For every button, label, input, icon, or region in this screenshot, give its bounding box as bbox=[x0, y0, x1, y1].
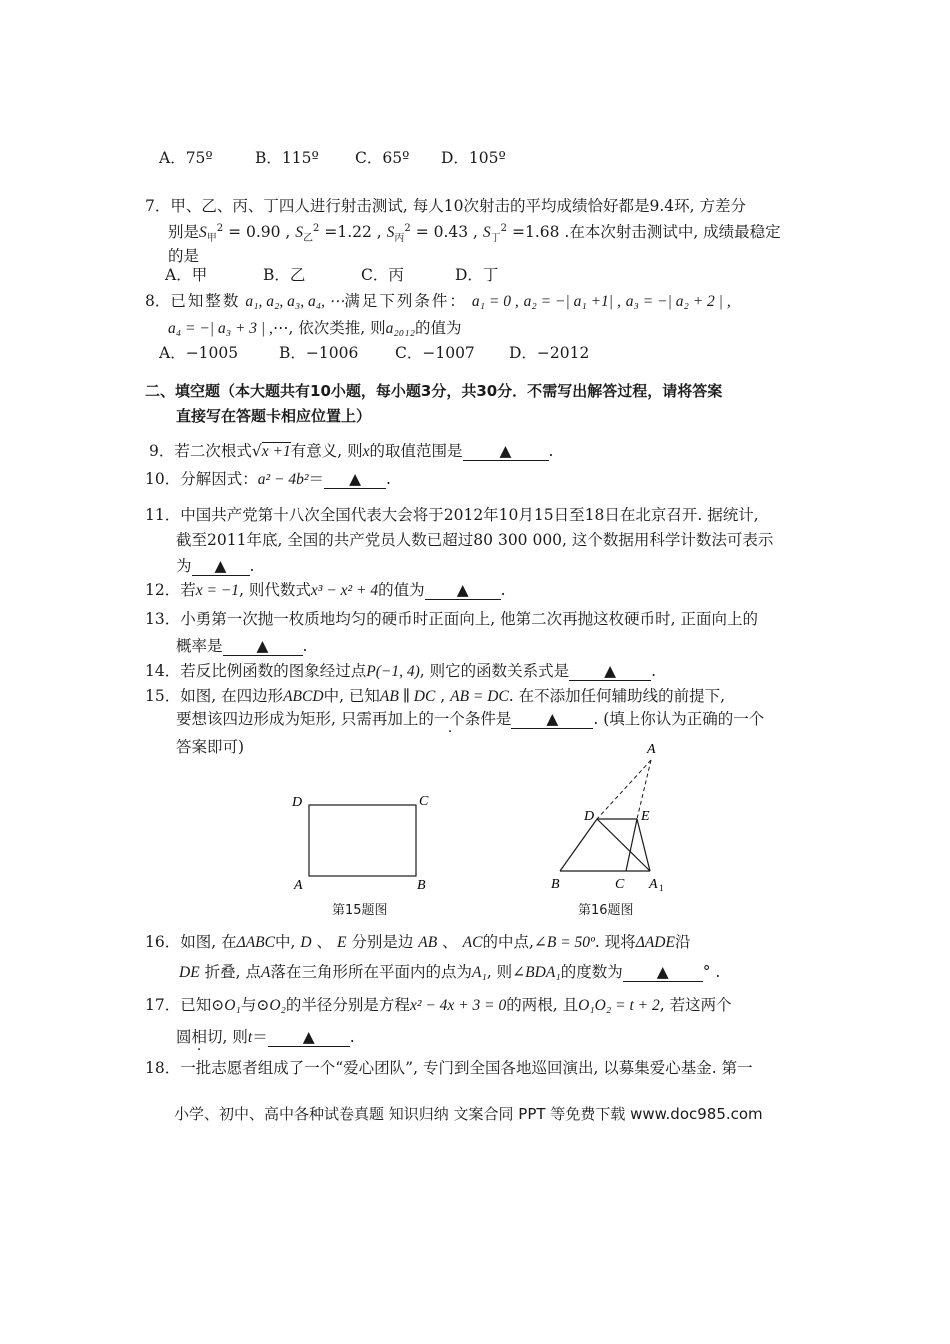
q16-ab: AB bbox=[418, 934, 438, 951]
q16-text1b: 中, bbox=[274, 933, 296, 951]
q15-line3: 答案即可) bbox=[176, 738, 245, 756]
q16-text2b: 折叠, 点 bbox=[204, 963, 261, 981]
q13-end: . bbox=[302, 637, 308, 655]
q10-answer-blank[interactable]: ▲ bbox=[324, 470, 386, 489]
q6-option-d: D．105º bbox=[441, 149, 506, 167]
q14-number: 14． bbox=[145, 662, 181, 680]
q10 bbox=[145, 469, 391, 490]
fig15-label-b: B bbox=[417, 878, 426, 893]
fig16-label-b: B bbox=[551, 877, 560, 892]
fig16-label-d: D bbox=[584, 809, 595, 824]
q12-number: 12． bbox=[145, 581, 181, 599]
q12-post: 的值为 bbox=[378, 581, 425, 599]
q9-post: 的取值范围是 bbox=[369, 442, 463, 460]
page-footer: 小学、初中、高中各种试卷真题 知识归纳 文案合同 PPT 等免费下载 www.doc985.com bbox=[174, 1105, 763, 1123]
q9-var: x bbox=[362, 443, 370, 460]
section2-title-line1: 二、填空题（本大题共有10小题，每小题3分，共30分．不需写出解答过程，请将答案 bbox=[145, 382, 723, 400]
q11-text3: 为 bbox=[176, 557, 192, 575]
variance-ding: S bbox=[482, 224, 491, 241]
q17-t: t bbox=[247, 1029, 253, 1046]
q8-cond4: a₄ = −| a₃ + 3 | , bbox=[168, 320, 273, 337]
q8-cond1: a₁ = 0 , bbox=[471, 293, 519, 310]
q7-number: 7． bbox=[145, 197, 171, 215]
q17-text1d: 的两根, 且 bbox=[506, 996, 579, 1014]
q8-line2 bbox=[168, 318, 461, 339]
q15-text1b: 中, 已知 bbox=[323, 687, 380, 705]
q14-end: . bbox=[651, 662, 657, 680]
q6-option-b: B．115º bbox=[255, 149, 319, 167]
q7-option-d: D．丁 bbox=[455, 266, 499, 284]
q12-pre: 若 bbox=[180, 581, 196, 599]
q8-sequence: a₁, a₂, a₃, a₄, ⋯ bbox=[245, 293, 345, 310]
q8-a2012: a₂₀₁₂ bbox=[385, 320, 415, 337]
q10-number: 10． bbox=[145, 470, 181, 488]
fig15-label-a: A bbox=[294, 878, 303, 893]
q8-text3: 的值为 bbox=[414, 319, 462, 337]
q9-end: . bbox=[548, 442, 554, 460]
q16-point-a: A bbox=[260, 964, 271, 981]
q17-circle2: ⊙O₂ bbox=[256, 997, 286, 1014]
segment-da1 bbox=[597, 819, 650, 871]
q17-text1a: 已知 bbox=[180, 996, 212, 1014]
q15-sep: , bbox=[435, 687, 446, 705]
q11-answer-blank[interactable]: ▲ bbox=[192, 557, 250, 576]
q12-end: . bbox=[500, 581, 506, 599]
q13-answer-blank[interactable]: ▲ bbox=[223, 637, 303, 656]
q6-option-c: C．65º bbox=[355, 149, 410, 167]
q12 bbox=[145, 580, 506, 601]
variance-yi: S bbox=[295, 224, 304, 241]
q16-ac: AC bbox=[462, 934, 483, 951]
q8-text2: ⋯, 依次类推, 则 bbox=[272, 319, 386, 337]
q8-options bbox=[159, 343, 589, 363]
q8-text1b: 满足下列条件： bbox=[344, 292, 467, 310]
fig15-label-c: C bbox=[419, 794, 429, 809]
q16-degree: ° bbox=[702, 963, 711, 981]
q16-a1: A₁ bbox=[471, 964, 487, 981]
q16-text1a: 如图, 在 bbox=[180, 933, 237, 951]
q9 bbox=[149, 441, 553, 462]
sq-bing: 2 bbox=[404, 222, 411, 234]
q14-point: P(−1, 4) bbox=[366, 663, 420, 680]
q8-cond2: a₂ = −| a₁ +1| , bbox=[523, 293, 621, 310]
q12-answer-blank[interactable]: ▲ bbox=[425, 581, 501, 600]
q7-text2b: 在本次射击测试中, 成绩最稳定 bbox=[569, 223, 781, 241]
q15-equal: AB = DC bbox=[450, 688, 509, 705]
q17-number: 17． bbox=[145, 996, 181, 1014]
q16-de: DE bbox=[179, 964, 200, 981]
q6-option-a: A．75º bbox=[159, 149, 213, 167]
segment-ec bbox=[626, 819, 637, 871]
q12-cond: x = −1 bbox=[195, 582, 240, 599]
sub-bing: 丙 bbox=[394, 233, 405, 245]
q17-end: . bbox=[349, 1028, 355, 1046]
q14-post: , 则它的函数关系式是 bbox=[419, 662, 570, 680]
q16-text1f: 的中点, bbox=[482, 933, 534, 951]
q7-option-a: A．甲 bbox=[165, 266, 208, 284]
q15-line1 bbox=[145, 686, 725, 707]
figure-15 bbox=[280, 785, 450, 895]
q16-text1e: 、 bbox=[442, 933, 458, 951]
fig15-label-d: D bbox=[292, 795, 303, 810]
fig16-caption: 第16题图 bbox=[578, 903, 634, 918]
fig16-label-a1: A bbox=[649, 877, 658, 892]
sqrt-sign: √ bbox=[251, 442, 262, 460]
q11-line2: 截至2011年底, 全国的共产党员人数已超过80 300 000, 这个数据用科学计数法可表示 bbox=[176, 531, 774, 549]
sq-yi: 2 bbox=[313, 222, 320, 234]
q17-text1e: , 若这两个 bbox=[659, 996, 732, 1014]
variance-bing: S bbox=[386, 224, 395, 241]
q16-number: 16． bbox=[145, 933, 181, 951]
q16-angle: ∠B = 50º bbox=[533, 934, 595, 951]
q17-circle1: ⊙O₁ bbox=[211, 997, 241, 1014]
q16-text1h: 沿 bbox=[674, 933, 691, 951]
sub-yi: 乙 bbox=[303, 233, 314, 245]
q9-mid: 有意义, 则 bbox=[290, 442, 363, 460]
q12-mid: , 则代数式 bbox=[239, 581, 311, 599]
q14 bbox=[145, 661, 656, 682]
q16-text1g: . 现将 bbox=[594, 933, 636, 951]
sub-jia: 甲 bbox=[206, 233, 217, 245]
q8-option-a: A．−1005 bbox=[159, 344, 239, 362]
q17-distance: O₁O₂ = t + 2 bbox=[578, 997, 660, 1014]
q16-triangle: ΔABC bbox=[236, 934, 275, 951]
q11-line1 bbox=[145, 505, 759, 525]
q9-answer-blank[interactable]: ▲ bbox=[463, 442, 549, 461]
q7-option-b: B．乙 bbox=[263, 266, 306, 284]
fig16-label-c: C bbox=[615, 877, 625, 892]
q16-angle2: ∠BDA₁ bbox=[512, 964, 561, 981]
variance-jia: S bbox=[199, 224, 207, 241]
segment-bd bbox=[560, 819, 597, 871]
q16-text2d: , 则 bbox=[486, 963, 513, 981]
q9-number: 9． bbox=[149, 442, 175, 460]
q8-number: 8． bbox=[145, 292, 171, 310]
val-ding: =1.68 . bbox=[507, 223, 570, 241]
q16-end: . bbox=[715, 963, 721, 981]
rectangle-abcd bbox=[309, 805, 416, 876]
q7-line2 bbox=[168, 222, 781, 243]
q15-text1c: . 在不添加任何辅助线的前提下, bbox=[508, 687, 726, 705]
q13-text1: 小勇第一次抛一枚质地均匀的硬币时正面向上, 他第二次再抛这枚硬币时, 正面向上的 bbox=[180, 610, 758, 628]
q10-pre: 分解因式： bbox=[180, 470, 258, 488]
q15-emphasis-one: 一个 bbox=[433, 710, 465, 728]
q11-line3 bbox=[176, 556, 254, 576]
q10-end: . bbox=[386, 470, 391, 488]
q17-answer-blank[interactable]: ▲ bbox=[268, 1028, 350, 1047]
q8-option-d: D．−2012 bbox=[509, 344, 590, 362]
q10-post: ＝ bbox=[308, 470, 325, 488]
val-bing: = 0.43 , bbox=[410, 223, 478, 241]
q15-answer-blank[interactable]: ▲ bbox=[511, 710, 593, 729]
q15-text2c: . (填上你认为正确的一个 bbox=[593, 710, 765, 728]
q16-text1d: 分别是边 bbox=[351, 933, 414, 951]
sq-jia: 2 bbox=[216, 222, 224, 234]
q15-parallel: AB ∥ DC bbox=[379, 688, 436, 705]
q7-option-c: C．丙 bbox=[361, 266, 404, 284]
q15-quad: ABCD bbox=[283, 688, 324, 705]
q16-text1c: 、 bbox=[316, 933, 332, 951]
q17-text2b: , 则 bbox=[222, 1028, 248, 1046]
q16-text2e: 的度数为 bbox=[560, 963, 623, 981]
q7-text1: 甲、乙、丙、丁四人进行射击测试, 每人10次射击的平均成绩恰好都是9.4环, 方差分 bbox=[170, 197, 746, 215]
q7-line1 bbox=[145, 196, 746, 216]
q14-answer-blank[interactable]: ▲ bbox=[569, 662, 651, 681]
q9-radicand: x +1 bbox=[261, 443, 291, 460]
q16-line2 bbox=[179, 962, 720, 983]
q17-line2 bbox=[176, 1027, 355, 1048]
q16-ade: ΔADE bbox=[635, 934, 675, 951]
q8-line1 bbox=[145, 291, 731, 312]
q15-line2 bbox=[176, 709, 764, 729]
q15-text2b: 条件是 bbox=[464, 710, 512, 728]
q17-text1b: 与 bbox=[240, 996, 257, 1014]
q18-line1 bbox=[145, 1058, 753, 1078]
q17-text2c: ＝ bbox=[252, 1028, 268, 1046]
q18-text1: 一批志愿者组成了一个“爱心团队”, 专门到全国各地巡回演出, 以募集爱心基金. 第一 bbox=[180, 1059, 753, 1077]
sq-ding: 2 bbox=[500, 222, 508, 234]
fig16-label-a: A bbox=[647, 742, 656, 757]
q10-expr: a² − 4b² bbox=[257, 471, 309, 488]
sub-ding: 丁 bbox=[490, 233, 501, 245]
q16-text2c: 落在三角形所在平面内的点为 bbox=[270, 963, 472, 981]
q13-number: 13． bbox=[145, 610, 181, 628]
q6-options bbox=[159, 148, 506, 168]
q8-option-c: C．−1007 bbox=[395, 344, 475, 362]
val-yi: =1.22 , bbox=[319, 223, 382, 241]
segment-ea1 bbox=[637, 819, 650, 871]
q17-line1 bbox=[145, 995, 732, 1016]
q16-line1 bbox=[145, 932, 690, 953]
q8-option-b: B．−1006 bbox=[279, 344, 359, 362]
q8-cond3: a₃ = −| a₂ + 2 | , bbox=[625, 293, 731, 310]
q16-answer-blank[interactable]: ▲ bbox=[623, 963, 703, 982]
q12-expr: x³ − x² + 4 bbox=[310, 582, 379, 599]
q13-line2 bbox=[176, 636, 307, 656]
q7-options bbox=[165, 265, 498, 285]
fig16-label-e: E bbox=[641, 809, 650, 824]
q7-text2a: 别是 bbox=[168, 223, 200, 241]
figure-16 bbox=[545, 738, 675, 898]
fig16-label-a1-sub: 1 bbox=[659, 883, 664, 893]
q17-equation: x² − 4x + 3 = 0 bbox=[409, 997, 507, 1014]
q14-pre: 若反比例函数的图象经过点 bbox=[180, 662, 367, 680]
q15-number: 15． bbox=[145, 687, 181, 705]
fig15-caption: 第15题图 bbox=[332, 903, 388, 918]
q11-number: 11． bbox=[145, 506, 181, 524]
q15-text2a: 要想该四边形成为矩形, 只需再加上的 bbox=[176, 710, 434, 728]
q17-text1c: 的半径分别是方程 bbox=[285, 996, 410, 1014]
q11-text1: 中国共产党第十八次全国代表大会将于2012年10月15日至18日在北京召开. 据统计, bbox=[180, 506, 759, 524]
q9-pre: 若二次根式 bbox=[174, 442, 252, 460]
q7-line3: 的是 bbox=[168, 247, 200, 265]
q18-number: 18． bbox=[145, 1059, 181, 1077]
q11-end: . bbox=[249, 557, 255, 575]
q17-tangent-emphasis: 圆相切 bbox=[176, 1028, 223, 1046]
q15-text1a: 如图, 在四边形 bbox=[180, 687, 284, 705]
q8-text1a: 已知整数 bbox=[170, 292, 241, 310]
q13-text2: 概率是 bbox=[176, 637, 223, 655]
q16-e: E bbox=[336, 934, 347, 951]
section2-title-line2: 直接写在答题卡相应位置上） bbox=[176, 407, 372, 425]
q13-line1 bbox=[145, 609, 758, 629]
val-jia: = 0.90 , bbox=[223, 223, 291, 241]
q16-d: D bbox=[300, 934, 312, 951]
